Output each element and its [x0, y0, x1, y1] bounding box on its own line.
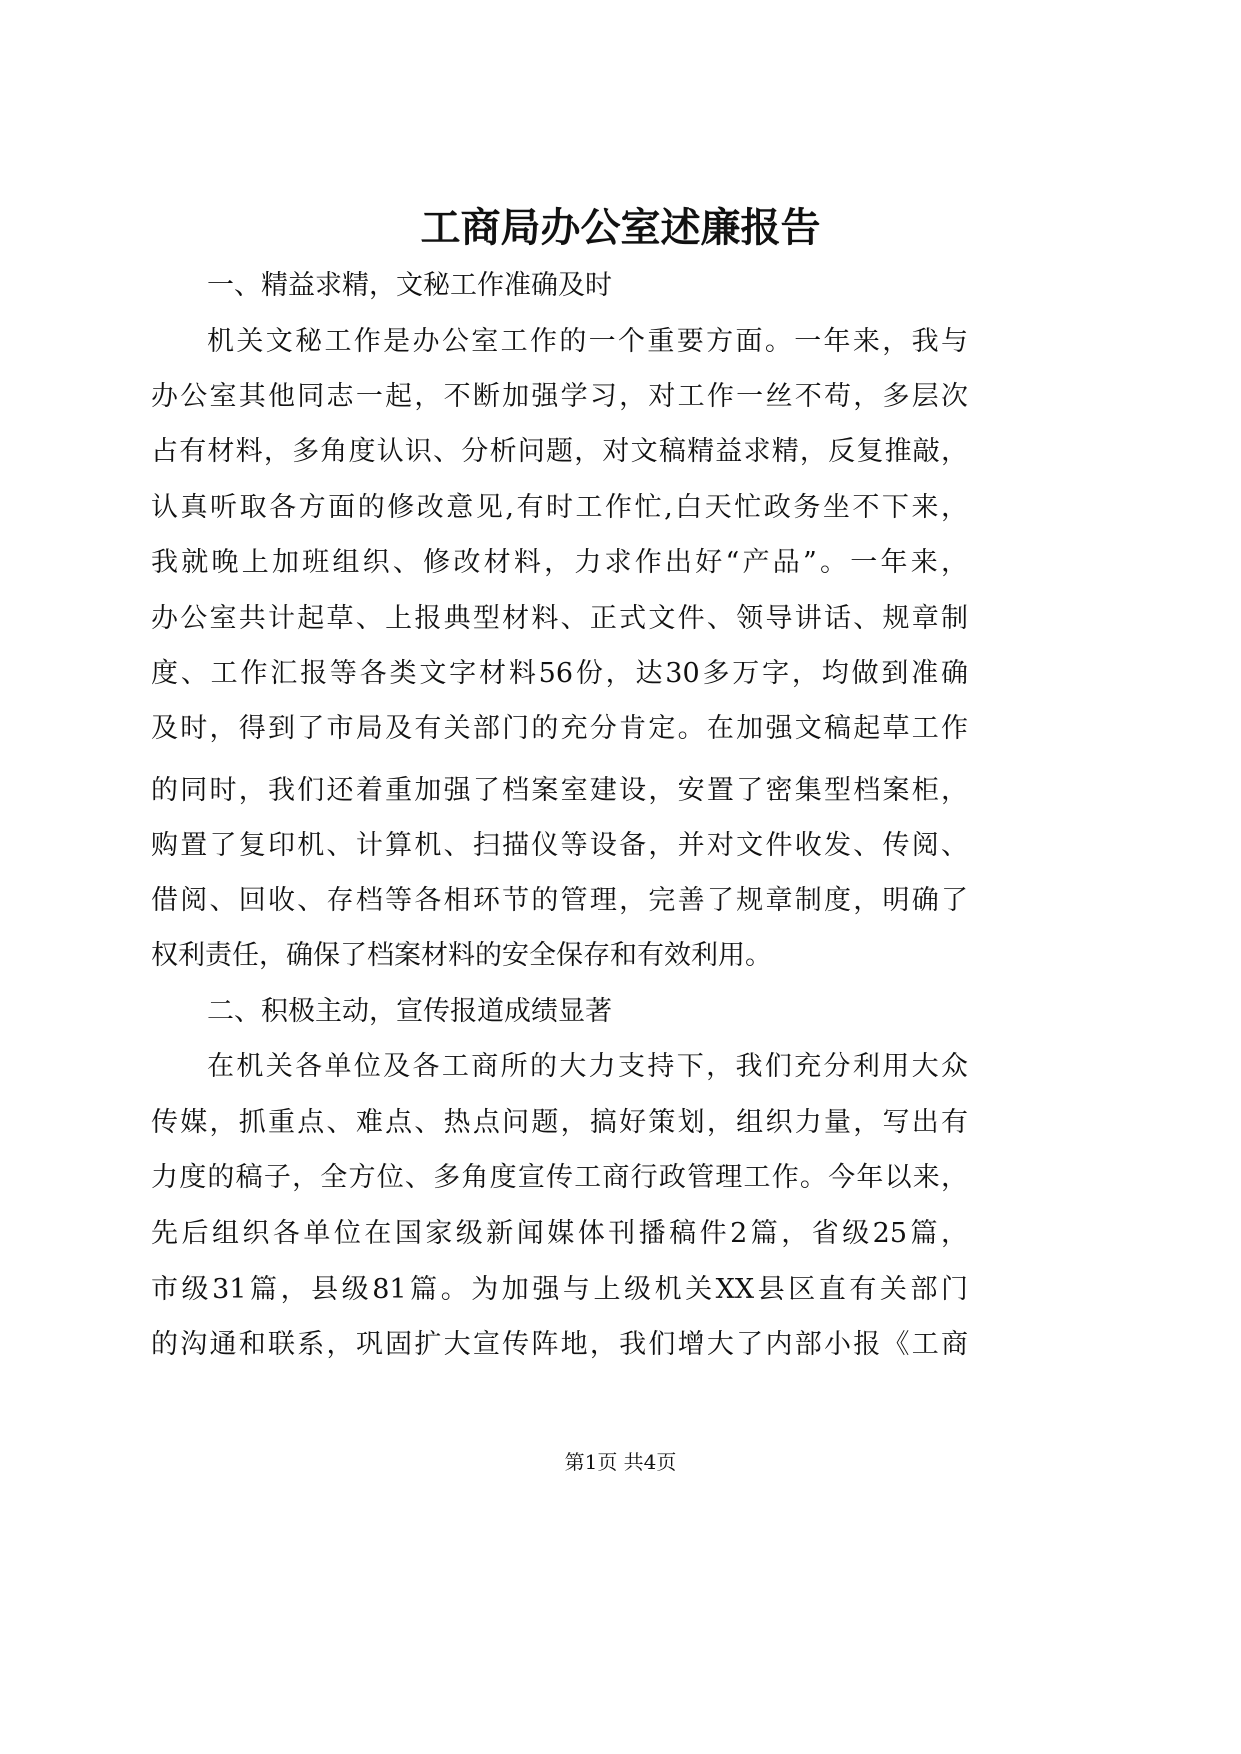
paragraph-line: 的沟通和联系，巩固扩大宣传阵地，我们增大了内部小报《工商	[151, 1329, 968, 1360]
paragraph-line: 我就晚上加班组织、修改材料，力求作出好“产品”。一年来，	[151, 547, 968, 578]
paragraph-line: 传媒，抓重点、难点、热点问题，搞好策划，组织力量，写出有	[151, 1107, 968, 1138]
paragraph-line: 先后组织各单位在国家级新闻媒体刊播稿件2篇，省级25篇，	[151, 1218, 968, 1249]
section-heading-2: 二、积极主动，宣传报道成绩显著	[207, 996, 612, 1027]
paragraph-line: 在机关各单位及各工商所的大力支持下，我们充分利用大众	[207, 1051, 968, 1082]
paragraph-line: 认真听取各方面的修改意见,有时工作忙,白天忙政务坐不下来，	[151, 492, 968, 523]
paragraph-line: 占有材料，多角度认识、分析问题，对文稿精益求精，反复推敲，	[151, 436, 968, 467]
paragraph-line: 力度的稿子，全方位、多角度宣传工商行政管理工作。今年以来，	[151, 1162, 968, 1193]
paragraph-line: 及时，得到了市局及有关部门的充分肯定。在加强文稿起草工作	[151, 713, 968, 744]
paragraph-line: 借阅、回收、存档等各相环节的管理，完善了规章制度，明确了	[151, 885, 968, 916]
paragraph-line: 的同时，我们还着重加强了档案室建设，安置了密集型档案柜，	[151, 775, 968, 806]
page-number: 第1页 共4页	[564, 1450, 677, 1474]
paragraph-line: 权利责任，确保了档案材料的安全保存和有效利用。	[151, 940, 772, 971]
paragraph-line: 办公室共计起草、上报典型材料、正式文件、领导讲话、规章制	[151, 603, 968, 634]
paragraph-line: 办公室其他同志一起，不断加强学习，对工作一丝不苟，多层次	[151, 381, 968, 412]
paragraph-line: 度、工作汇报等各类文字材料56份，达30多万字，均做到准确	[151, 658, 968, 689]
paragraph-line: 市级31篇，县级81篇。为加强与上级机关XX县区直有关部门	[151, 1274, 968, 1305]
paragraph-line: 机关文秘工作是办公室工作的一个重要方面。一年来，我与	[207, 326, 968, 357]
section-heading-1: 一、精益求精，文秘工作准确及时	[207, 270, 612, 301]
document-title: 工商局办公室述廉报告	[420, 204, 821, 251]
paragraph-line: 购置了复印机、计算机、扫描仪等设备，并对文件收发、传阅、	[151, 830, 968, 861]
